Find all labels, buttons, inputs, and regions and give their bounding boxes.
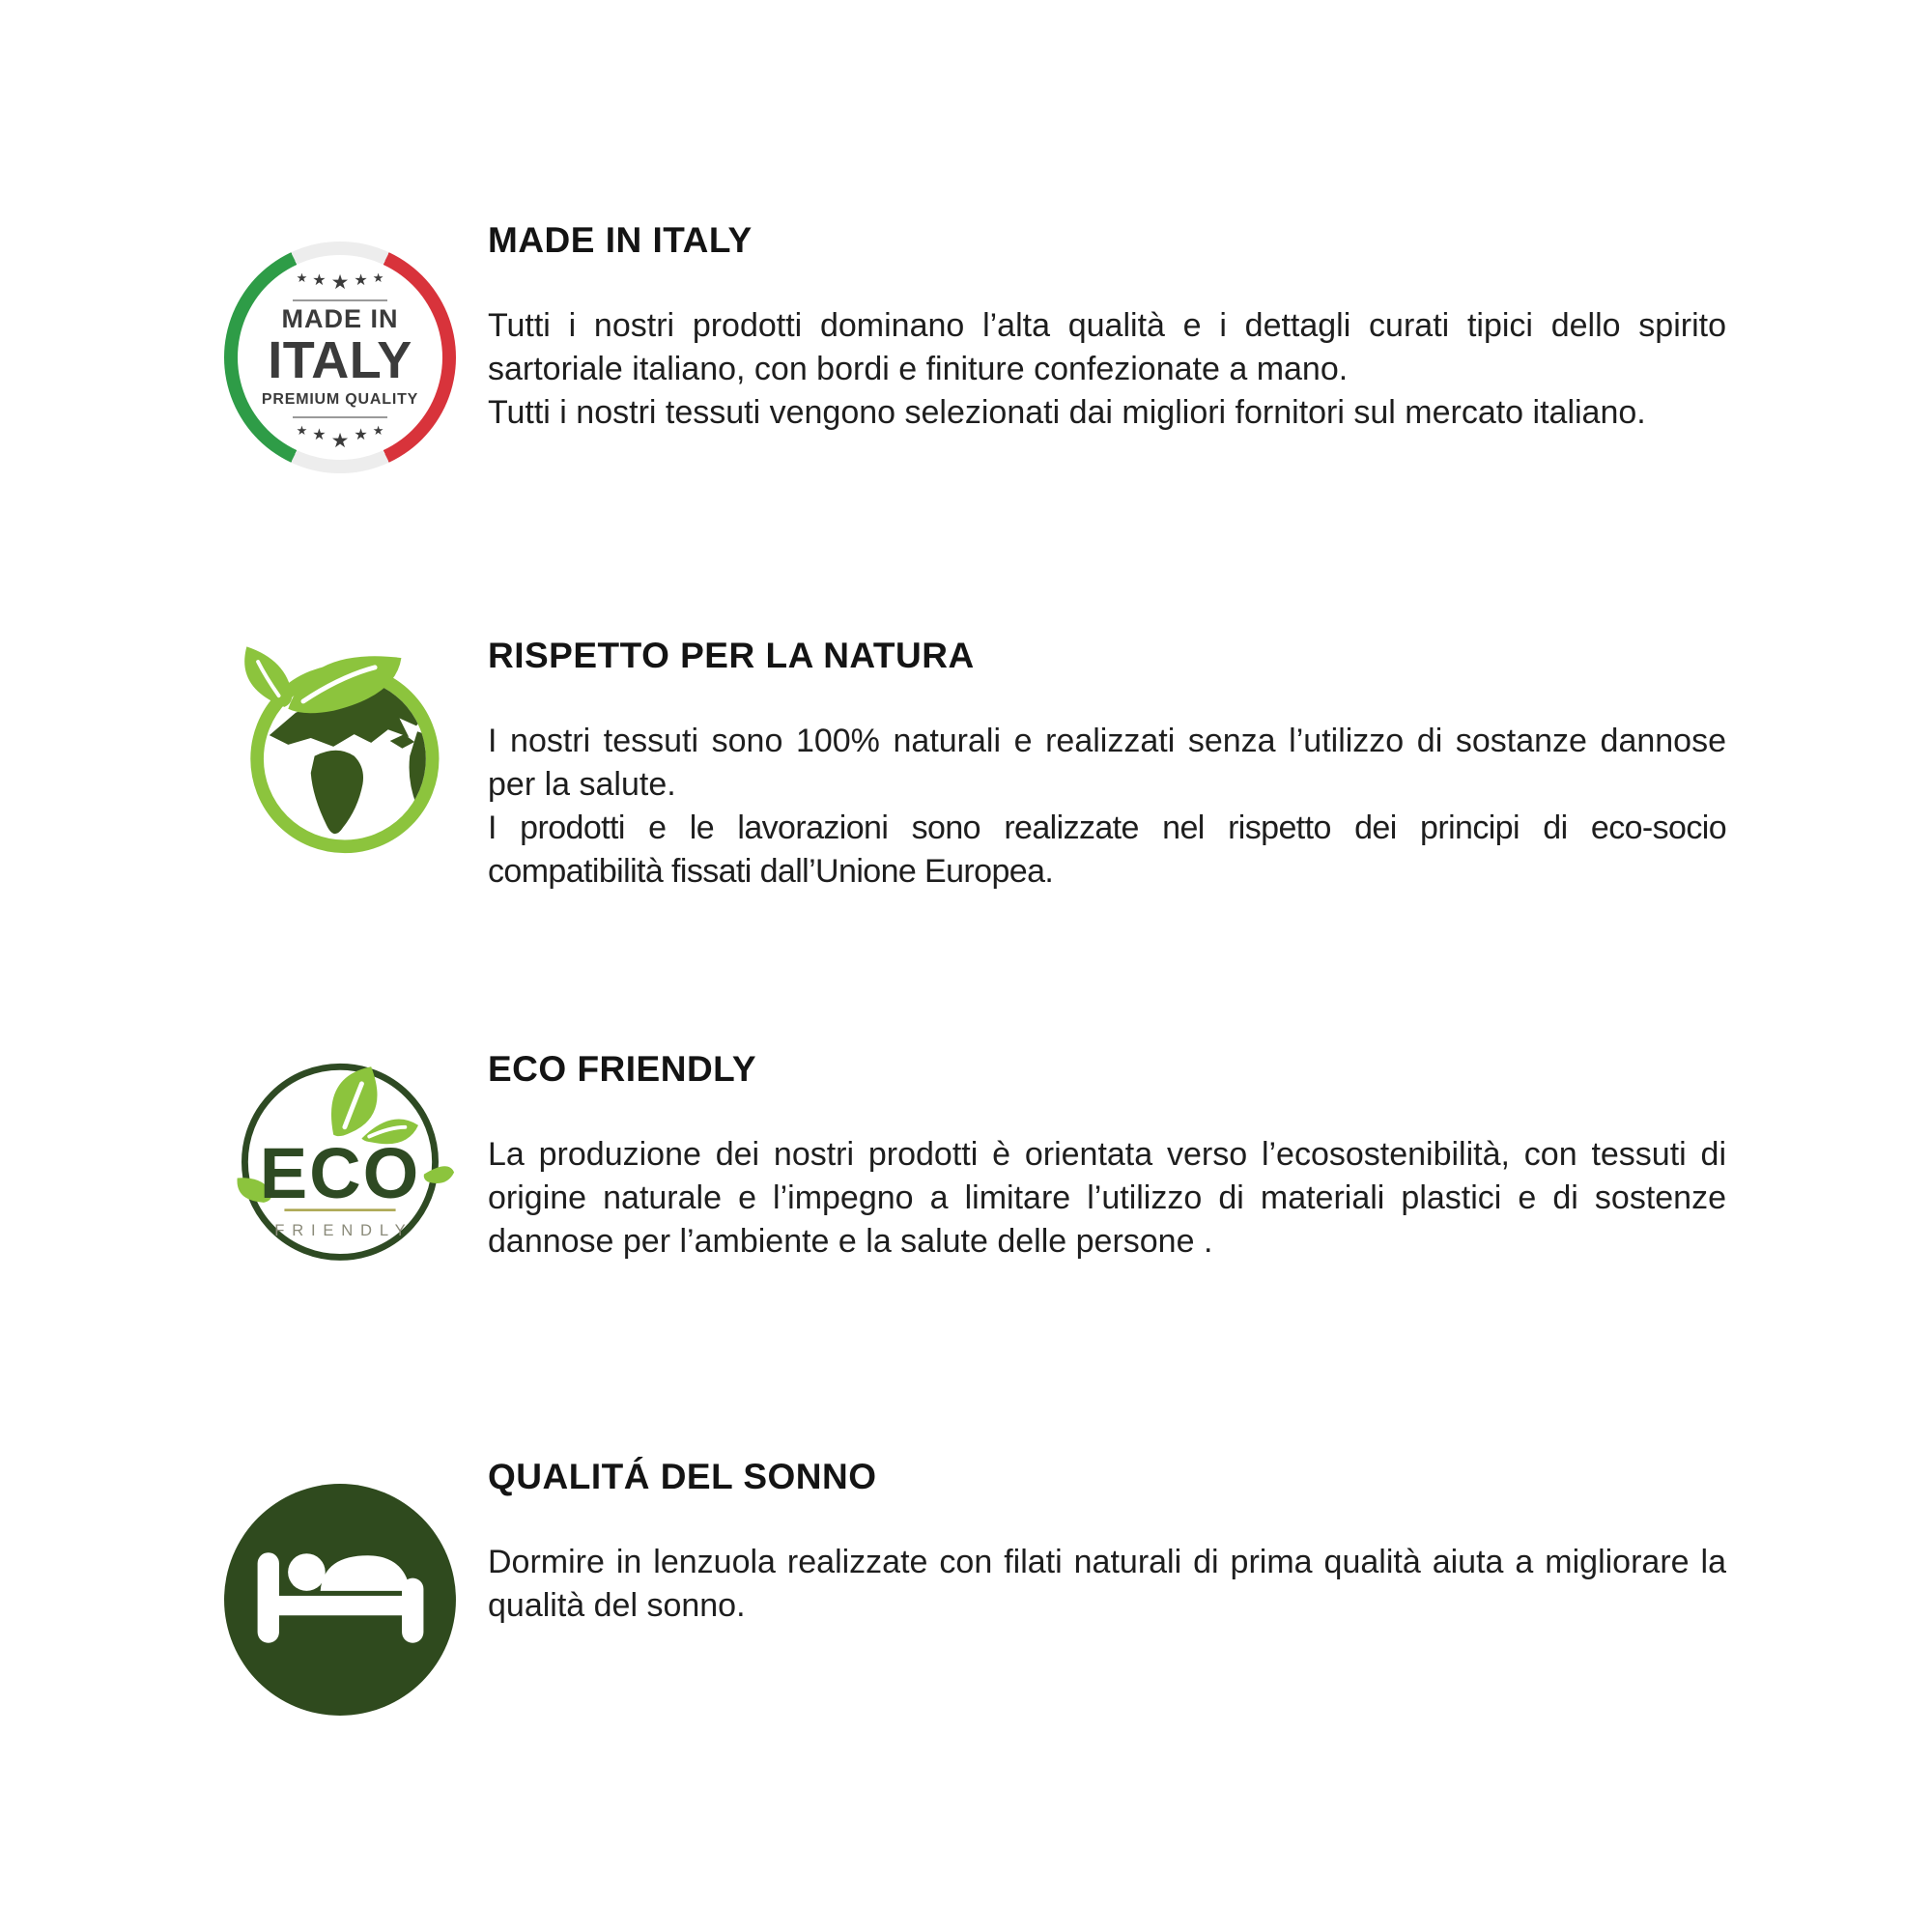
star-icon: ★: [296, 270, 308, 285]
italy-label: ITALY: [268, 331, 412, 390]
section-made-in-italy: [488, 220, 1726, 435]
badge-divider-top: [293, 299, 387, 301]
section-qualita-sonno: [488, 1457, 1726, 1628]
eco-label: ECO: [259, 1132, 421, 1213]
stars-row-bottom: [296, 423, 384, 453]
friendly-label: FRIENDLY: [274, 1221, 413, 1240]
star-icon: ★: [312, 271, 327, 289]
section-paragraph: Tutti i nostri tessuti vengono selezionati dai migliori fornitori sul mercato italiano.: [488, 393, 1646, 431]
star-icon: ★: [296, 423, 308, 439]
star-icon: ★: [330, 430, 350, 453]
premium-quality-label: PREMIUM QUALITY: [261, 391, 419, 409]
bed-icon-svg: [222, 1480, 458, 1719]
star-icon: ★: [372, 270, 384, 285]
made-in-label: MADE IN: [281, 303, 399, 333]
eco-friendly-badge: [222, 1032, 458, 1283]
eco-badge-svg: [222, 1032, 458, 1283]
star-icon: ★: [354, 427, 368, 444]
section-heading: MADE IN ITALY: [488, 220, 753, 260]
section-paragraph: La produzione dei nostri prodotti è orientata verso l’ecosostenibilità, con tessuti di origine naturale e l’impegno a limitare l’utilizzo di materiali plastici e di sostenze dannose per l’ambiente e la salute delle persone .: [488, 1135, 1726, 1260]
section-heading: QUALITÁ DEL SONNO: [488, 1457, 877, 1496]
star-icon: ★: [372, 423, 384, 439]
earth-with-leaves-svg: [222, 618, 458, 862]
italy-badge-inner: [238, 255, 442, 460]
star-icon: ★: [354, 271, 368, 289]
section-heading: ECO FRIENDLY: [488, 1049, 757, 1089]
section-rispetto-natura: [488, 636, 1726, 894]
star-icon: ★: [312, 427, 327, 444]
star-icon: ★: [330, 270, 350, 294]
section-paragraph: I nostri tessuti sono 100% naturali e realizzati senza l’utilizzo di sostanze dannose per la salute.: [488, 722, 1726, 803]
earth-leaf-icon: [222, 618, 458, 862]
section-eco-friendly: [488, 1049, 1726, 1264]
section-paragraph: I prodotti e le lavorazioni sono realizzate nel rispetto dei principi di eco-socio compatibilità fissati dall’Unione Europea.: [488, 809, 1726, 890]
section-paragraph: Tutti i nostri prodotti dominano l’alta qualità e i dettagli curati tipici dello spirito sartoriale italiano, con bordi e finiture confezionate a mano.: [488, 306, 1726, 387]
italy-flag-ring: [224, 242, 456, 473]
section-paragraph: Dormire in lenzuola realizzate con filati naturali di prima qualità aiuta a migliorare la qualità del sonno.: [488, 1543, 1726, 1624]
badge-divider-bottom: [293, 416, 387, 418]
section-heading: RISPETTO PER LA NATURA: [488, 636, 975, 675]
made-in-italy-badge: [222, 242, 458, 473]
sleeping-bed-icon: [222, 1480, 458, 1719]
stars-row-top: [297, 268, 384, 293]
